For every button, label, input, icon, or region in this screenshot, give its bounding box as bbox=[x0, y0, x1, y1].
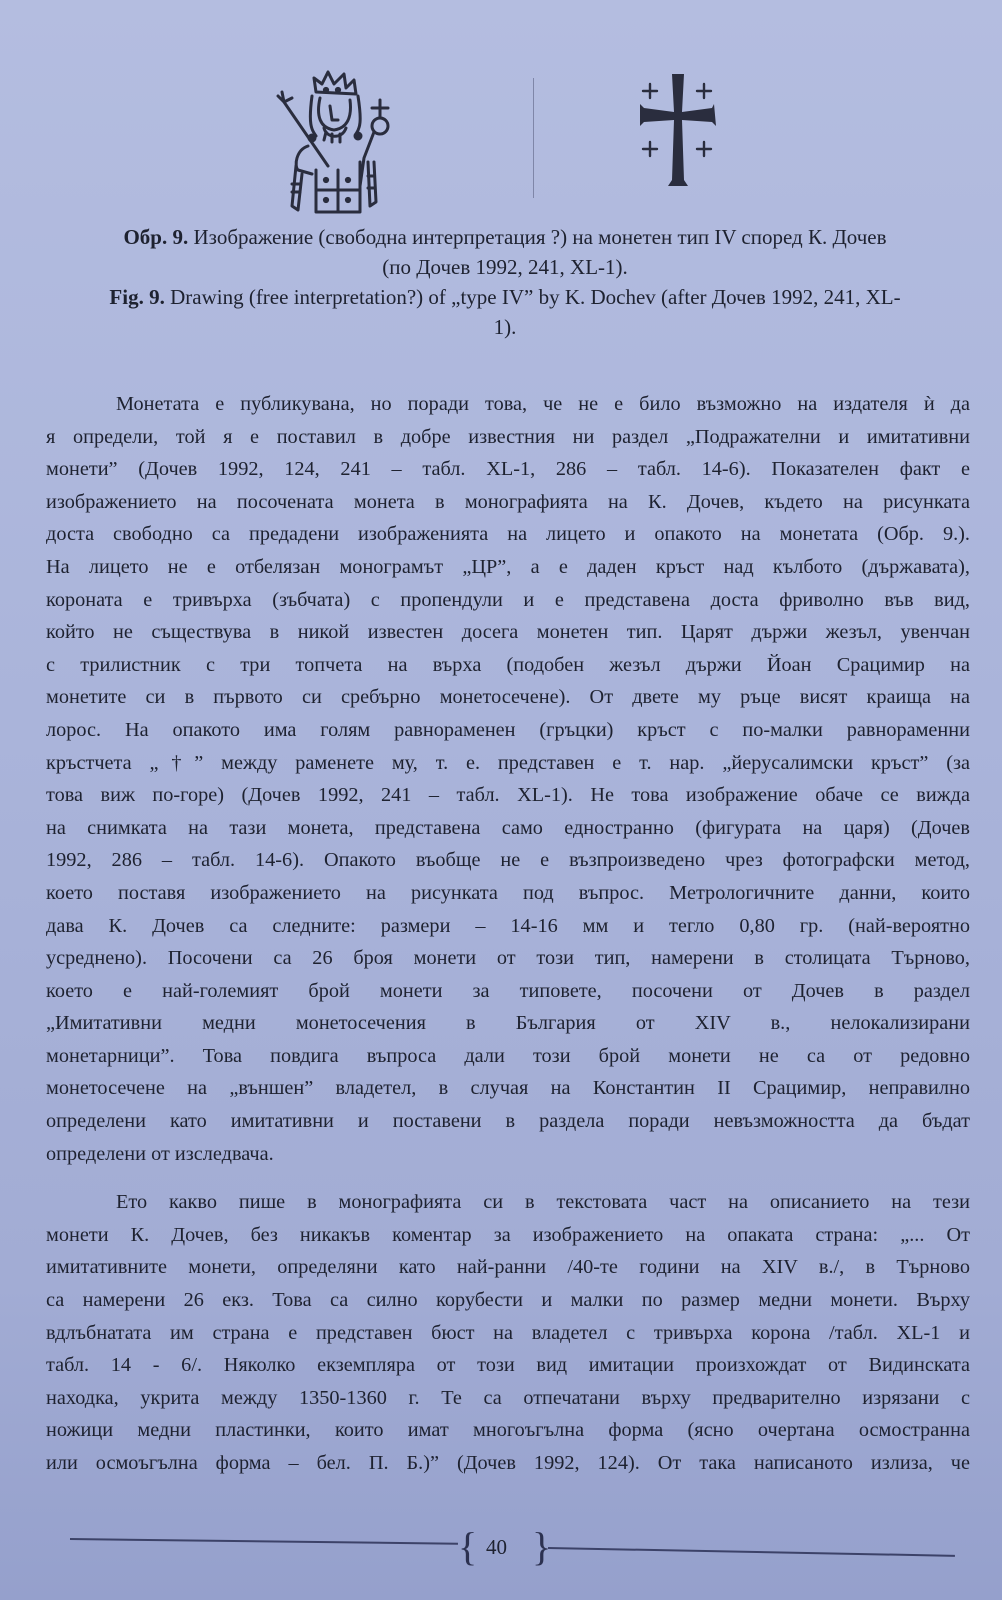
text-line: монети” (Дочев 1992, 124, 241 – табл. XL-1, 286 – табл. 14-6). Показателен факт е bbox=[46, 458, 970, 481]
text-line: ножици медни пластинки, които имат многоъгълна форма (ясно очертана осмостранна bbox=[46, 1419, 970, 1442]
text-line: на снимката на тази монета, представена само едностранно (фигурата на царя) (Дочев bbox=[46, 816, 970, 839]
text-line: На лицето не е отбелязан монограмът „ЦР”, а е даден кръст над кълбото (държавата), bbox=[46, 555, 970, 578]
text-line: 1992, 286 – табл. 14-6). Опакото въобще не е възпроизведено чрез фотографски метод, bbox=[46, 849, 970, 872]
body-text bbox=[46, 388, 970, 1480]
text-line: доста свободно са предадени изображенията на лицето и опакото на монетата (Обр. 9.). bbox=[46, 523, 970, 546]
footer-rule-right bbox=[548, 1547, 955, 1557]
text-line: „Имитативни медни монетосечения в България от XIV в., нелокализирани bbox=[46, 1012, 970, 1035]
text-line: монетарници”. Това повдига въпроса дали този брой монети не са от редовно bbox=[46, 1044, 970, 1067]
caption-label-bg: Обр. 9. bbox=[123, 225, 189, 249]
text-line: монетосечене на „външен” владетел, в случая на Константин II Срацимир, неправилно bbox=[46, 1077, 970, 1100]
text-line: имитативните монети, определяни като най-ранни /40-те години на XIV в./, в Търново bbox=[46, 1256, 970, 1279]
text-line: короната е тривърха (зъбчата) с пропендули и е представена доста фриволно във вид, bbox=[46, 588, 970, 611]
figure-9 bbox=[0, 58, 1002, 218]
text-line: това виж по-горе) (Дочев 1992, 241 – табл. XL-1). Не това изображение обаче се вижда bbox=[46, 784, 970, 807]
text-line: вдлъбнатата им страна е представен бюст на владетел с тривърха корона /табл. XL-1 и bbox=[46, 1321, 970, 1344]
text-line: Ето какво пише в монографията си в текстовата част на описанието на тези bbox=[116, 1191, 970, 1214]
left-brace-icon: { bbox=[458, 1524, 478, 1569]
text-line: находка, укрита между 1350-1360 г. Те са отпечатани върху предварително изрязани с bbox=[46, 1386, 970, 1409]
text-line: изображението на посочената монета в монографията на К. Дочев, където на рисунката bbox=[46, 490, 970, 513]
text-line: дава К. Дочев са следните: размери – 14-16 мм и тегло 0,80 гр. (най-вероятно bbox=[46, 914, 970, 937]
figure-caption bbox=[40, 222, 970, 342]
caption-text-bg: Изображение (свободна интерпретация ?) на монетен тип IV според К. Дочев bbox=[188, 225, 887, 249]
caption-text-en-2: 1). bbox=[493, 315, 517, 339]
paragraph-gap bbox=[46, 1170, 970, 1186]
caption-bulgarian bbox=[40, 222, 970, 252]
page-number: 40 bbox=[486, 1535, 507, 1559]
text-line: което е най-големият брой монети за типовете, посочени от Дочев в раздел bbox=[46, 979, 970, 1002]
figure-divider bbox=[533, 78, 534, 198]
text-line: с трилистник с три топчета на върха (подобен жезъл държи Йоан Срацимир на bbox=[46, 653, 970, 676]
right-brace-icon: } bbox=[532, 1524, 552, 1569]
text-line: табл. 14 - 6/. Няколко екземпляра от този вид имитации произхождат от Видинската bbox=[46, 1354, 970, 1377]
paragraph bbox=[46, 388, 970, 1170]
text-line: монети К. Дочев, без никакъв коментар за изображението на опаката страна: „... От bbox=[46, 1223, 970, 1246]
footer-rule-left bbox=[70, 1538, 458, 1545]
paragraph bbox=[46, 1186, 970, 1479]
jerusalem-cross-icon bbox=[628, 68, 728, 188]
caption-text-bg-2: (по Дочев 1992, 241, XL-1). bbox=[382, 255, 628, 279]
text-line: Монетата е публикувана, но поради това, че не е било възможно на издателя ѝ да bbox=[116, 393, 970, 415]
text-line: определени като имитативни и поставени в раздела поради невъзможността да бъдат bbox=[46, 1110, 970, 1133]
text-line: което поставя изображението на рисунката под въпрос. Метрологичните данни, които bbox=[46, 881, 970, 904]
text-line: лорос. На опакото има голям равнораменен (гръцки) кръст с по-малки равнораменни bbox=[46, 718, 970, 741]
page-footer bbox=[70, 1524, 950, 1569]
text-line: който не съществува в никой известен досега монетен тип. Царят държи жезъл, увенчан bbox=[46, 621, 970, 644]
text-line: кръстчета „†” между раменете му, т. е. представен е т. нар. „йерусалимски кръст” (за bbox=[46, 751, 970, 774]
text-line: или осмоъгълна форма – бел. П. Б.)” (Дочев 1992, 124). От така написаното излиза, че bbox=[46, 1452, 970, 1474]
text-line: са намерени 26 екз. Това са силно корубести и малки по размер медни монети. Върху bbox=[46, 1289, 970, 1312]
text-line: я определи, той я е поставил в добре известния ни раздел „Подражателни и имитативни bbox=[46, 425, 970, 448]
caption-text-en: Drawing (free interpretation?) of „type IV” by K. Dochev (after Дочев 1992, 241, XL- bbox=[164, 285, 901, 309]
caption-label-en: Fig. 9. bbox=[109, 285, 165, 309]
caption-english bbox=[40, 282, 970, 312]
text-line: определени от изследвача. bbox=[46, 1142, 274, 1165]
text-line: усреднено). Посочени са 26 броя монети от този тип, намерени в столицата Търново, bbox=[46, 947, 970, 970]
king-with-scepter-and-orb-icon bbox=[268, 66, 408, 216]
text-line: монетите си в първото си сребърно монетосечене). От двете му ръце висят краища на bbox=[46, 686, 970, 709]
